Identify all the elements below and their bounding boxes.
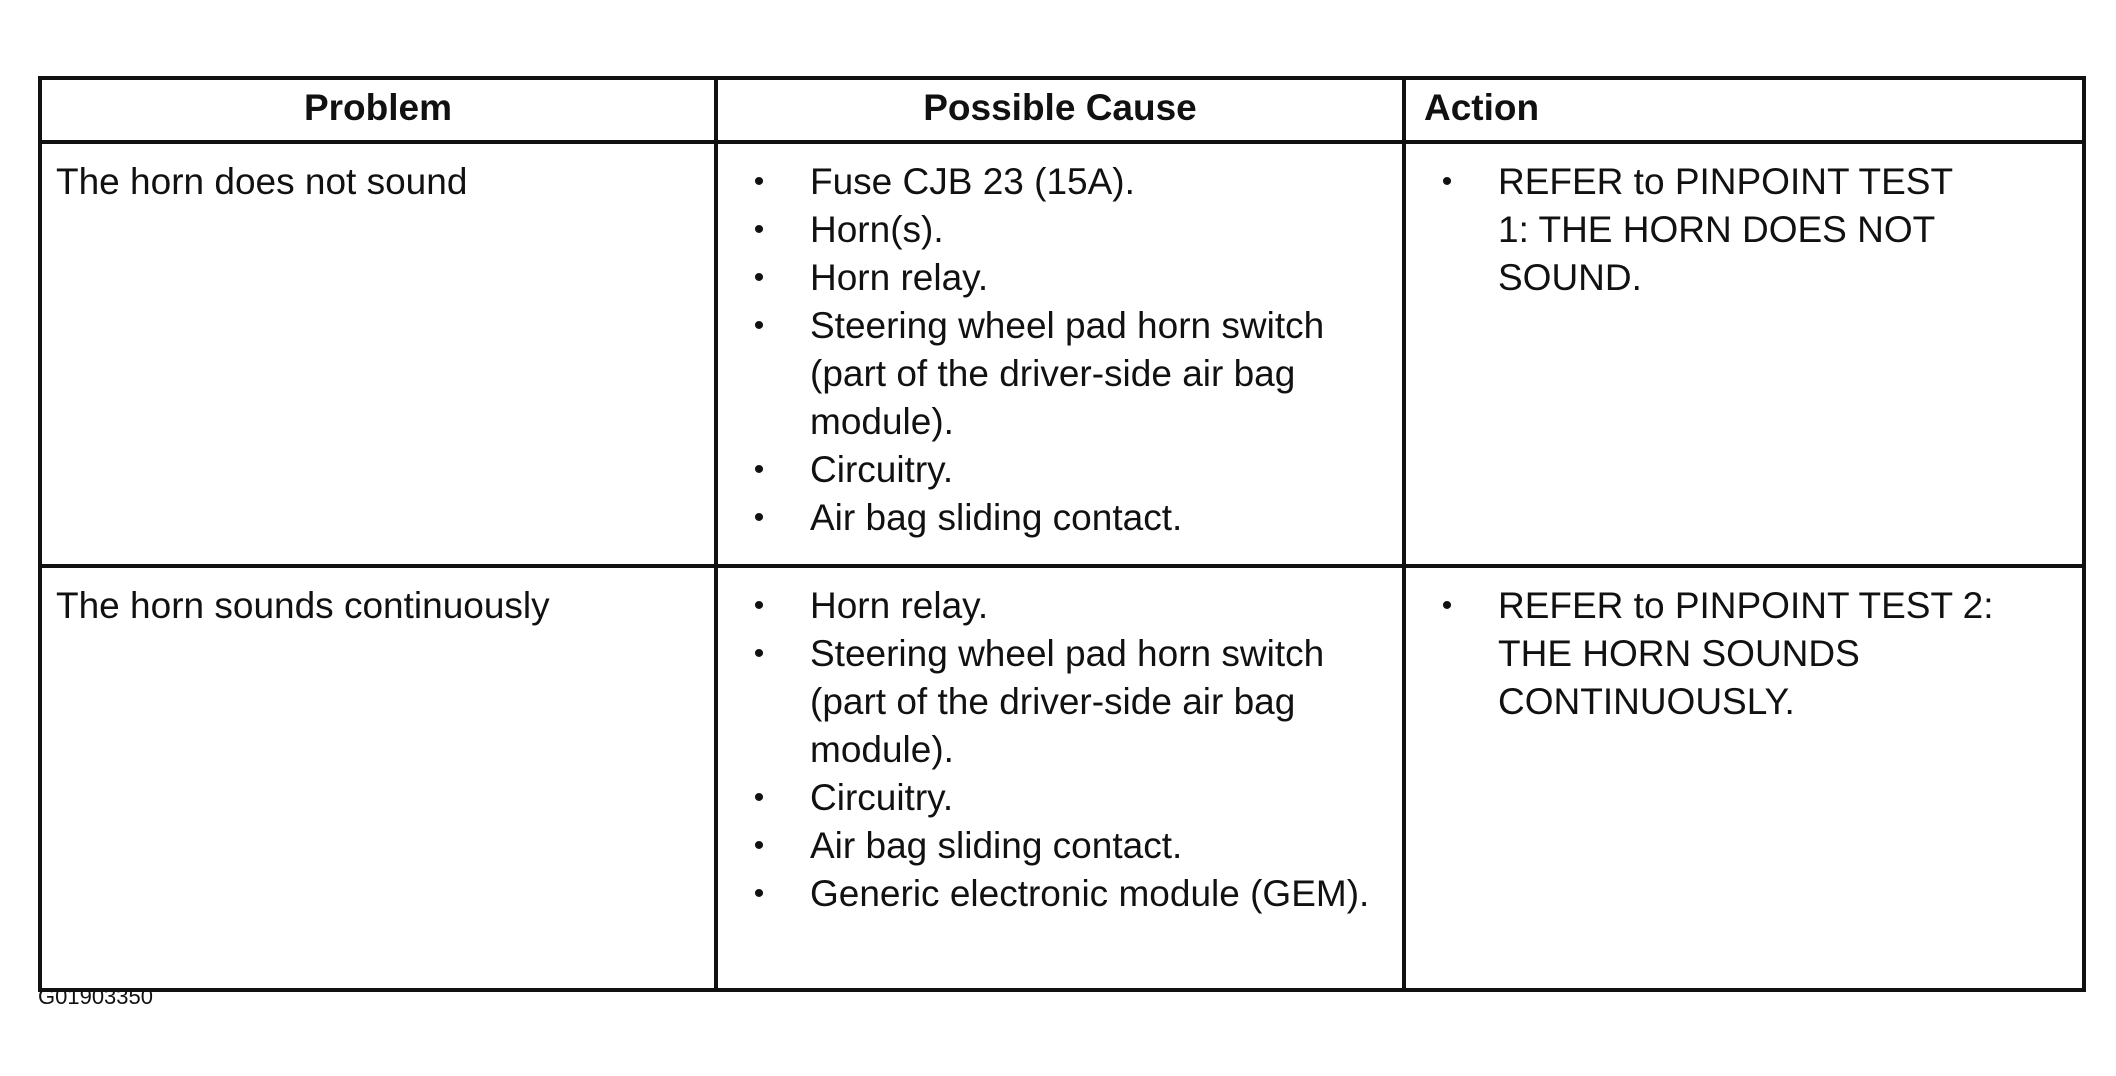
cause-text: Circuitry. bbox=[810, 777, 954, 818]
bullet-icon: • bbox=[753, 213, 765, 246]
cause-text: Circuitry. bbox=[810, 449, 954, 490]
bullet-icon: • bbox=[1441, 165, 1453, 198]
bullet-icon: • bbox=[1441, 589, 1453, 622]
list-item bbox=[718, 302, 1402, 446]
bullet-icon: • bbox=[753, 501, 765, 534]
cause-list bbox=[718, 568, 1402, 926]
action-list bbox=[1406, 144, 2082, 310]
cause-text: Air bag sliding contact. bbox=[810, 497, 1183, 538]
list-item bbox=[718, 446, 1402, 494]
bullet-icon: • bbox=[753, 453, 765, 486]
table-row bbox=[40, 142, 2084, 566]
action-text: REFER to PINPOINT TEST 2: THE HORN SOUNDS CONTINUOUSLY. bbox=[1498, 585, 1994, 722]
header-row bbox=[40, 78, 2084, 142]
cause-text: Steering wheel pad horn switch (part of the driver-side air bag module). bbox=[810, 305, 1325, 442]
bullet-icon: • bbox=[753, 877, 765, 910]
bullet-icon: • bbox=[753, 261, 765, 294]
list-item bbox=[718, 774, 1402, 822]
cause-cell bbox=[716, 566, 1404, 990]
list-item bbox=[718, 870, 1402, 918]
cause-text: Air bag sliding contact. bbox=[810, 825, 1183, 866]
bullet-icon: • bbox=[753, 309, 765, 342]
cause-text: Steering wheel pad horn switch (part of the driver-side air bag module). bbox=[810, 633, 1325, 770]
list-item bbox=[718, 158, 1402, 206]
list-item bbox=[1406, 158, 2082, 302]
figure-id: G01903350 bbox=[38, 984, 153, 1009]
action-cell bbox=[1404, 142, 2084, 566]
cause-text: Generic electronic module (GEM). bbox=[810, 873, 1370, 914]
bullet-icon: • bbox=[753, 589, 765, 622]
diagnosis-table bbox=[38, 76, 2086, 992]
bullet-icon: • bbox=[753, 165, 765, 198]
list-item bbox=[718, 582, 1402, 630]
bullet-icon: • bbox=[753, 781, 765, 814]
bullet-icon: • bbox=[753, 829, 765, 862]
list-item bbox=[718, 494, 1402, 542]
cause-list bbox=[718, 144, 1402, 550]
header-action: Action bbox=[1404, 78, 2084, 142]
cause-text: Fuse CJB 23 (15A). bbox=[810, 161, 1135, 202]
cause-text: Horn relay. bbox=[810, 257, 989, 298]
bullet-icon: • bbox=[753, 637, 765, 670]
cause-text: Horn(s). bbox=[810, 209, 944, 250]
list-item bbox=[718, 822, 1402, 870]
table-row bbox=[40, 566, 2084, 990]
header-problem: Problem bbox=[40, 78, 716, 142]
list-item bbox=[1406, 582, 2082, 726]
list-item bbox=[718, 206, 1402, 254]
problem-cell: The horn sounds continuously bbox=[40, 566, 716, 990]
header-possible-cause: Possible Cause bbox=[716, 78, 1404, 142]
list-item bbox=[718, 630, 1402, 774]
action-text: REFER to PINPOINT TEST 1: THE HORN DOES NOT SOUND. bbox=[1498, 161, 1953, 298]
action-list bbox=[1406, 568, 2082, 734]
problem-cell: The horn does not sound bbox=[40, 142, 716, 566]
action-cell bbox=[1404, 566, 2084, 990]
cause-cell bbox=[716, 142, 1404, 566]
list-item bbox=[718, 254, 1402, 302]
cause-text: Horn relay. bbox=[810, 585, 989, 626]
